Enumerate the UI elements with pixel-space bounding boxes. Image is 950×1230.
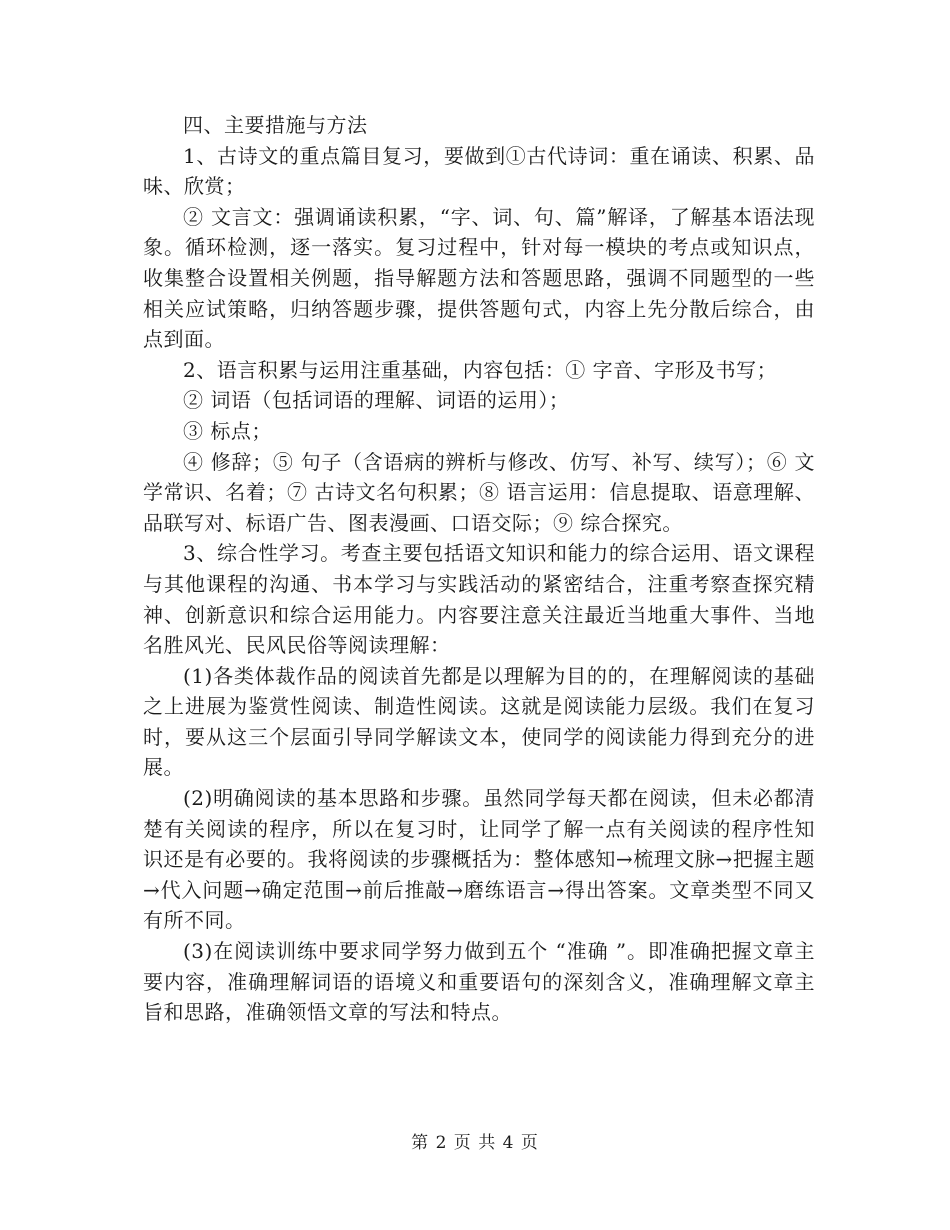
document-body	[143, 110, 815, 1028]
paragraph-vocabulary: ② 词语（包括词语的理解、词语的运用）；	[183, 388, 570, 413]
paragraph-rhetoric-sentences: ④ 修辞；⑤ 句子（含语病的辨析与修改、仿写、补写、续写）；⑥ 文学常识、名着；⑦ 古诗文名句积累；⑧ 语言运用：信息提取、语意理解、品联写对、标语广告、图表漫画、口语交际；⑨ 综合探究。	[143, 449, 815, 535]
paragraph-language-accumulation: 2、语言积累与运用注重基础，内容包括：① 字音、字形及书写；	[183, 357, 778, 382]
paragraph-ancient-poetry: 1、古诗文的重点篇目复习，要做到①古代诗词：重在诵读、积累、品味、欣赏；	[143, 143, 815, 199]
paragraph-reading-levels: (1)各类体裁作品的阅读首先都是以理解为目的的，在理解阅读的基础之上进展为鉴赏性阅读、制造性阅读。这就是阅读能力层级。我们在复习时，要从这三个层面引导同学解读文本，使同学的阅读能力得到充分的进展。	[143, 663, 815, 780]
paragraph-punctuation: ③ 标点；	[183, 418, 272, 443]
paragraph-five-accuracies: (3)在阅读训练中要求同学努力做到五个 “准确 ”。即准确把握文章主要内容，准确理解词语的语境义和重要语句的深刻含义，准确理解文章主旨和思路，准确领悟文章的写法和特点。	[143, 939, 815, 1025]
page-number-footer: 第 2 页 共 4 页	[411, 1133, 539, 1153]
paragraph-reading-steps: (2)明确阅读的基本思路和步骤。虽然同学每天都在阅读，但未必都清楚有关阅读的程序，所以在复习时，让同学了解一点有关阅读的程序性知识还是有必要的。我将阅读的步骤概括为：整体感知→梳理文脉→把握主题→代入问题→确定范围→前后推敲→磨练语言→得出答案。文章类型不同又有所不同。	[143, 786, 815, 933]
section-heading: 四、主要措施与方法	[183, 113, 368, 137]
paragraph-comprehensive-learning: 3、综合性学习。考查主要包括语文知识和能力的综合运用、语文课程与其他课程的沟通、书本学习与实践活动的紧密结合，注重考察查探究精神、创新意识和综合运用能力。内容要注意关注最近当地重大事件、当地名胜风光、民风民俗等阅读理解：	[143, 541, 815, 658]
paragraph-classical-chinese: ② 文言文：强调诵读积累，“字、词、句、篇”解译，了解基本语法现象。循环检测，逐一落实。复习过程中，针对每一模块的考点或知识点，收集整合设置相关例题，指导解题方法和答题思路，强调不同题型的一些相关应试策略，归纳答题步骤，提供答题句式，内容上先分散后综合，由点到面。	[143, 204, 815, 352]
